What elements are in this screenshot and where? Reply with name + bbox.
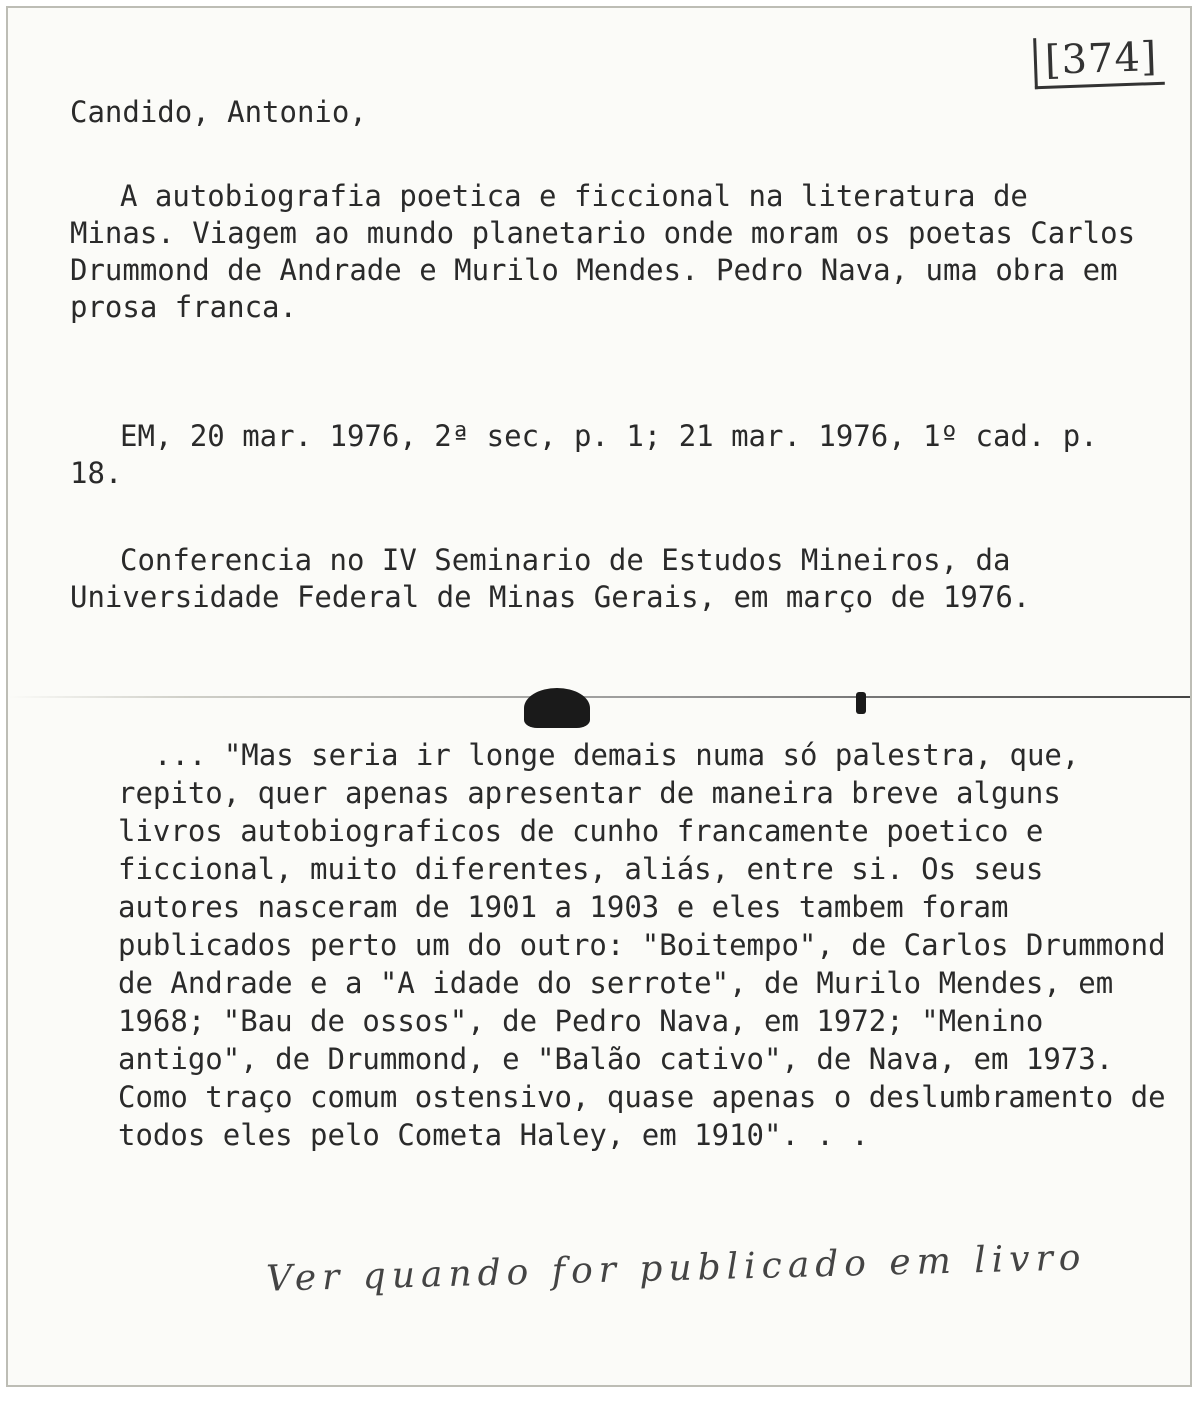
card-number: [374] bbox=[1034, 34, 1165, 89]
ink-blot bbox=[524, 688, 590, 728]
citation-paragraph bbox=[70, 418, 1150, 492]
catalog-card bbox=[6, 6, 1192, 1387]
quote-text: ... "Mas seria ir longe demais numa só palestra, que, repito, quer apenas apresentar de maneira breve alguns livros autobiograficos de cunho francamente poetico e ficcional, muito diferentes, aliás, entre si. Os seus autores nasceram de 1901 a 1903 e eles tambem foram publicados perto um do outro: "Boitempo", de Carlos Drummond de Andrade e a "A idade do serrote", de Murilo Mendes, em 1968; "Bau de ossos", de Pedro Nava, em 1972; "Menino antigo", de Drummond, e "Balão cativo", de Nava, em 1973. Como traço comum ostensivo, quase apenas o deslumbramento de todos eles pelo Cometa Haley, em 1910". . . bbox=[118, 738, 1166, 1152]
summary-paragraph bbox=[70, 178, 1150, 326]
handwritten-note: Ver quando for publicado em livro bbox=[265, 1237, 1087, 1300]
author-heading: Candido, Antonio, bbox=[70, 95, 367, 129]
citation-text: EM, 20 mar. 1976, 2ª sec, p. 1; 21 mar. 1976, 1º cad. p. 18. bbox=[70, 419, 1098, 490]
conference-paragraph bbox=[70, 542, 1150, 616]
conference-text: Conferencia no IV Seminario de Estudos Mineiros, da Universidade Federal de Minas Gerais, em março de 1976. bbox=[70, 543, 1031, 614]
card-separator bbox=[8, 696, 1190, 698]
pin-mark bbox=[856, 692, 866, 714]
summary-text: A autobiografia poetica e ficcional na literatura de Minas. Viagem ao mundo planetario onde moram os poetas Carlos Drummond de Andrade e Murilo Mendes. Pedro Nava, uma obra em prosa franca. bbox=[70, 179, 1136, 324]
quote-paragraph bbox=[118, 736, 1178, 1154]
